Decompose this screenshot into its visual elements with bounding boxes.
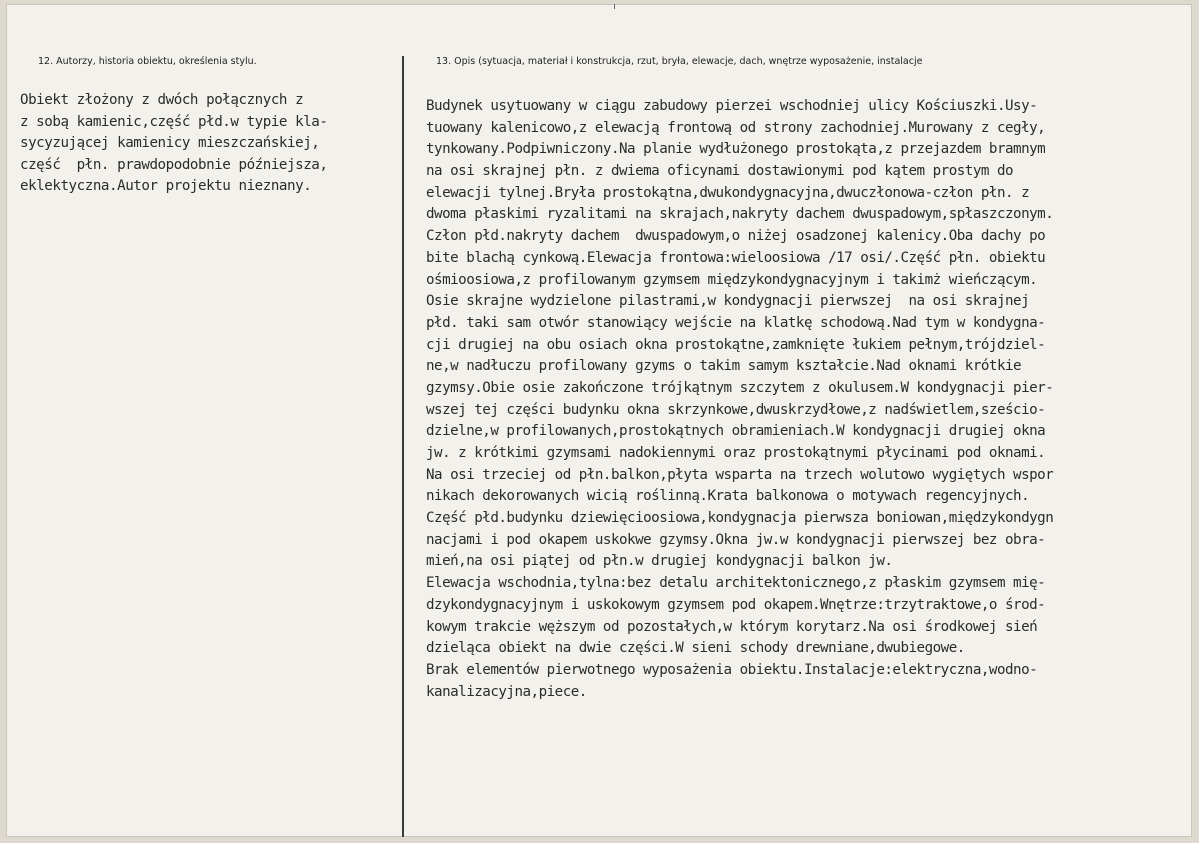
- text-line: bite blachą cynkową.Elewacja frontowa:wieloosiowa /17 osi/.Część płn. obiektu: [426, 249, 1046, 266]
- text-line: jw. z krótkimi gzymsami nadokiennymi oraz prostokątnymi płycinami pod oknami.: [426, 445, 1046, 461]
- text-line: mień,na osi piątej od płn.w drugiej kondygnacji balkon jw.: [426, 553, 893, 570]
- authors-history-style-text: [20, 90, 398, 198]
- text-line: nacjami i pod okapem uskokwe gzymsy.Okna jw.w kondygnacji pierwszej bez obra-: [426, 531, 1046, 548]
- text-line: na osi skrajnej płn. z dwiema oficynami dostawionymi pod kątem prostym do: [426, 163, 1014, 180]
- column-divider: [402, 56, 404, 837]
- section-12-heading: 12. Autorzy, historia obiektu, określenia stylu.: [38, 56, 257, 67]
- text-line: cji drugiej na obu osiach okna prostokątne,zamknięte łukiem pełnym,trójdziel-: [426, 336, 1046, 353]
- text-line: tuowany kalenicowo,z elewacją frontową od strony zachodniej.Murowany z cegły,: [426, 119, 1046, 136]
- text-line: elewacji tylnej.Bryła prostokątna,dwukondygnacyjna,dwuczłonowa-człon płn. z: [426, 184, 1030, 201]
- text-line: ne,w nadłuczu profilowany gzyms o takim samym kształcie.Nad oknami krótkie: [426, 358, 1022, 375]
- text-line: kanalizacyjna,piece.: [426, 683, 587, 700]
- text-line: eklektyczna.Autor projektu nieznany.: [20, 178, 312, 195]
- text-line: sycyzującej kamienicy mieszczańskiej,: [20, 135, 320, 152]
- text-line: tynkowany.Podpiwniczony.Na planie wydłużonego prostokąta,z przejazdem bramnym: [426, 141, 1046, 158]
- description-text: [426, 96, 1198, 703]
- text-line: Obiekt złożony z dwóch połącznych z: [20, 92, 304, 108]
- text-line: część płn. prawdopodobnie późniejsza,: [20, 156, 328, 173]
- text-line: gzymsy.Obie osie zakończone trójkątnym szczytem z okulusem.W kondygnacji pier-: [426, 379, 1054, 396]
- section-13-heading: 13. Opis (sytuacja, materiał i konstrukcja, rzut, bryła, elewacje, dach, wnętrze wyposażenie, instalacje: [436, 56, 923, 67]
- text-line: dzieląca obiekt na dwie części.W sieni schody drewniane,dwubiegowe.: [426, 640, 965, 657]
- text-line: nikach dekorowanych wicią roślinną.Krata balkonowa o motywach regencyjnych.: [426, 488, 1030, 505]
- text-line: kowym trakcie węższym od pozostałych,w którym korytarz.Na osi środkowej sień: [426, 618, 1038, 635]
- text-line: Człon płd.nakryty dachem dwuspadowym,o niżej osadzonej kalenicy.Oba dachy po: [426, 228, 1046, 245]
- top-tick-mark: [614, 4, 615, 9]
- text-line: płd. taki sam otwór stanowiący wejście na klatkę schodową.Nad tym w kondygna-: [426, 314, 1046, 331]
- text-line: Osie skrajne wydzielone pilastrami,w kondygnacji pierwszej na osi skrajnej: [426, 293, 1030, 310]
- text-line: dzykondygnacyjnym i uskokowym gzymsem pod okapem.Wnętrze:trzytraktowe,o środ-: [426, 596, 1046, 613]
- text-line: Część płd.budynku dziewięcioosiowa,kondygnacja pierwsza boniowan,międzykondygn: [426, 510, 1054, 527]
- text-line: wszej tej części budynku okna skrzynkowe,dwuskrzydłowe,z nadświetlem,sześcio-: [426, 401, 1046, 418]
- text-line: Brak elementów pierwotnego wyposażenia obiektu.Instalacje:elektryczna,wodno-: [426, 661, 1038, 678]
- text-line: ośmioosiowa,z profilowanym gzymsem międzykondygnacyjnym i takimż wieńczącym.: [426, 271, 1038, 288]
- text-line: Na osi trzeciej od płn.balkon,płyta wsparta na trzech wolutowo wygiętych wspor: [426, 466, 1054, 483]
- text-line: Elewacja wschodnia,tylna:bez detalu architektonicznego,z płaskim gzymsem mię-: [426, 575, 1046, 592]
- text-line: z sobą kamienic,część płd.w typie kla-: [20, 113, 328, 130]
- text-line: dwoma płaskimi ryzalitami na skrajach,nakryty dachem dwuspadowym,spłaszczonym.: [426, 206, 1054, 223]
- text-line: dzielne,w profilowanych,prostokątnych obramieniach.W kondygnacji drugiej okna: [426, 423, 1046, 440]
- text-line: Budynek usytuowany w ciągu zabudowy pierzei wschodniej ulicy Kościuszki.Usy-: [426, 98, 1038, 114]
- document-sheet: [6, 4, 1192, 837]
